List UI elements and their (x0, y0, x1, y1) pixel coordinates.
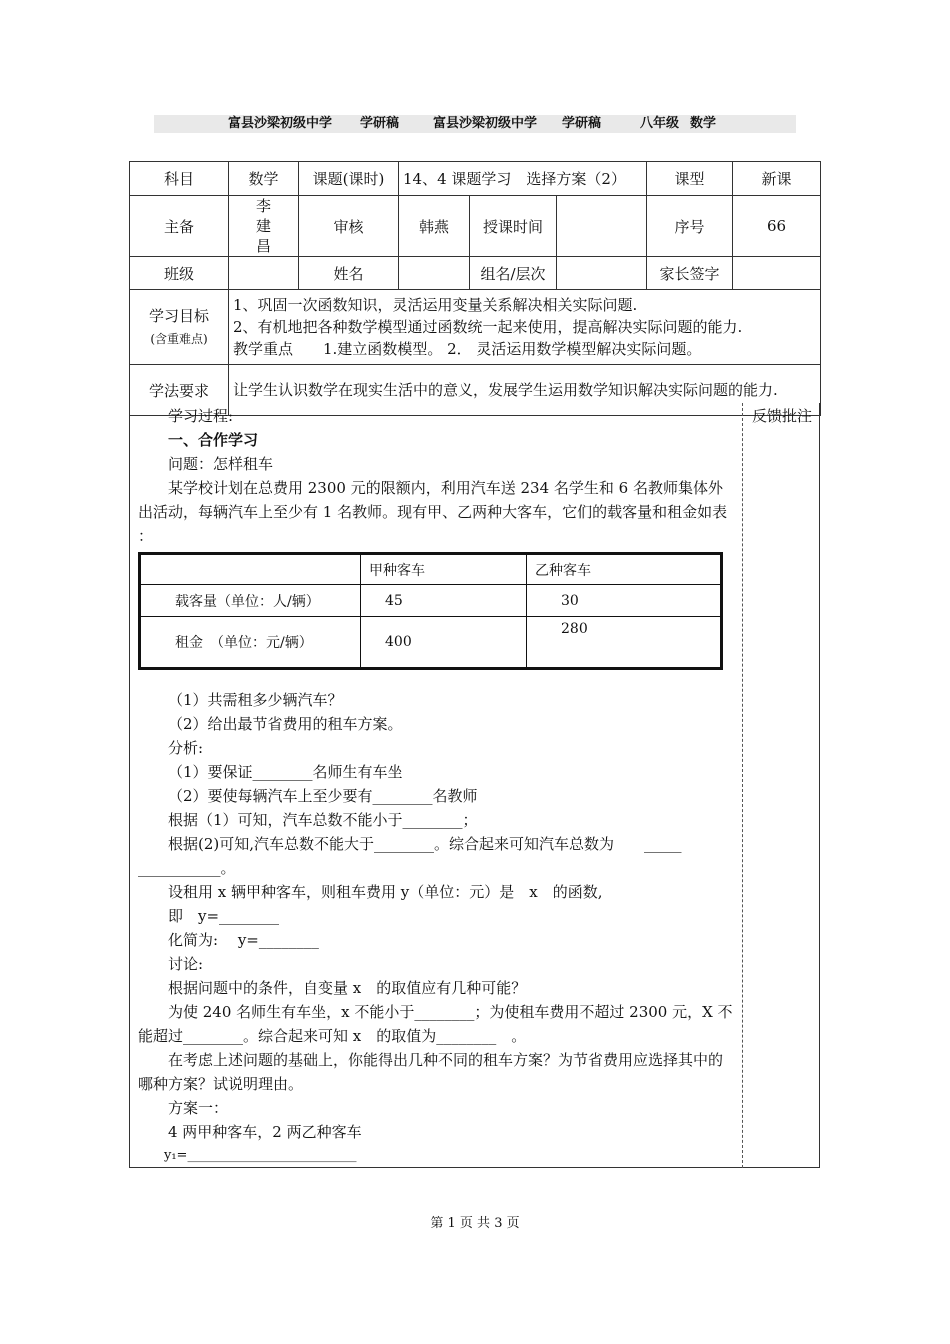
plan-1-desc: 4 两甲种客车，2 两乙种客车 (168, 1123, 362, 1141)
analysis-title: 分析: (168, 739, 204, 757)
goal-line-2: 2、有机地把各种数学模型通过函数统一起来使用，提高解决实际问题的能力. (233, 318, 743, 336)
seq-value: 66 (733, 196, 821, 257)
subject-value: 数学 (229, 162, 299, 196)
header-subject: 数学 (690, 116, 717, 131)
plan-1-title: 方案一： (168, 1099, 229, 1117)
problem-intro: 某学校计划在总费用 2300 元的限额内，利用汽车送 234 名学生和 6 名教师集体外出活动，每辆汽车上至少有 1 名教师。现有甲、乙两种大客车，它们的载客量和租金如表 ： (138, 479, 728, 545)
bus-cell: 400 (361, 617, 527, 669)
bus-table-corner (140, 554, 361, 585)
function-2: 即 y=________ (168, 907, 280, 925)
bus-row-label: 租金 （单位：元/辆） (140, 617, 361, 669)
function-3: 化简为: y=________ (168, 931, 319, 949)
feedback-divider (742, 403, 743, 1168)
discuss-3: 在考虑上述问题的基础上，你能得出几种不同的租车方案？为节省费用应选择其中的哪种方案？试说明理由。 (138, 1051, 724, 1093)
goal-label: 学习目标 (148, 306, 209, 325)
analysis-2: （2）要使每辆汽车上至少要有________名教师 (168, 787, 478, 805)
preparer-label: 主备 (130, 196, 229, 257)
plan-1-cost: y₁=__________________________ (164, 1148, 357, 1163)
subject-label: 科目 (130, 162, 229, 196)
function-1: 设租用 x 辆甲种客车，则租车费用 y（单位：元）是 x 的函数, (168, 883, 603, 901)
goal-line-1: 1、巩固一次函数知识，灵活运用变量关系解决相关实际问题. (233, 296, 638, 314)
header-school-1: 富县沙梁初级中学 (228, 116, 333, 131)
bus-row-label: 载客量（单位：人/辆） (140, 585, 361, 617)
discuss-2: 为使 240 名师生有车坐，x 不能小于________；为使租车费用不超过 2300 元，X 不能超过________。综合起来可知 x 的取值为________ 。 (138, 1003, 733, 1045)
problem-title: 问题：怎样租车 (168, 455, 274, 473)
goal-label-cell (130, 290, 229, 365)
header-draft-1: 学研稿 (360, 116, 400, 131)
header-grade: 八年级 (640, 116, 680, 131)
class-label: 班级 (130, 257, 229, 290)
parent-value (733, 257, 821, 290)
discuss-title: 讨论: (168, 955, 204, 973)
page-header (154, 115, 796, 133)
group-label: 组名/层次 (470, 257, 557, 290)
seq-label: 序号 (647, 196, 733, 257)
time-label: 授课时间 (470, 196, 557, 257)
feedback-label: 反馈批注 (752, 407, 813, 425)
method-text: 让学生认识数学在现实生活中的意义，发展学生运用数学知识解决实际问题的能力. (229, 365, 821, 416)
topic-label: 课题(课时) (299, 162, 399, 196)
goal-sublabel: (含重难点) (150, 331, 208, 346)
goal-line-3: 教学重点 1.建立函数模型。 2． 灵活运用数学模型解决实际问题。 (233, 340, 702, 358)
name-value (399, 257, 470, 290)
question-1: （1）共需租多少辆汽车？ (168, 691, 343, 709)
learning-content (138, 404, 736, 1168)
name-label: 姓名 (299, 257, 399, 290)
bus-cell: 45 (361, 585, 527, 617)
question-2: （2）给出最节省费用的租车方案。 (168, 715, 403, 733)
bus-cell: 280 (527, 617, 722, 669)
type-label: 课型 (647, 162, 733, 196)
preparer-value: 李建昌 (229, 196, 299, 257)
bus-col-a: 甲种客车 (361, 554, 527, 585)
time-value (557, 196, 647, 257)
lesson-info-table (129, 161, 821, 416)
bus-col-b: 乙种客车 (527, 554, 722, 585)
method-label: 学法要求 (130, 365, 229, 416)
parent-label: 家长签字 (647, 257, 733, 290)
reviewer-value: 韩燕 (399, 196, 470, 257)
header-school-2: 富县沙梁初级中学 (433, 116, 538, 131)
header-draft-2: 学研稿 (562, 116, 602, 131)
type-value: 新课 (733, 162, 821, 196)
process-title: 学习过程: (168, 407, 234, 425)
group-value (557, 257, 647, 290)
page-footer: 第 1 页 共 3 页 (430, 1216, 520, 1231)
analysis-3: 根据（1）可知，汽车总数不能小于________； (168, 811, 478, 829)
class-value (229, 257, 299, 290)
bus-table (138, 552, 723, 670)
analysis-4: 根据(2)可知,汽车总数不能大于________。综合起来可知汽车总数为 _____ ___________。 (138, 835, 682, 877)
reviewer-label: 审核 (299, 196, 399, 257)
analysis-1: （1）要保证________名师生有车坐 (168, 763, 403, 781)
topic-value: 14、4 课题学习 选择方案（2） (399, 162, 647, 196)
bus-cell: 30 (527, 585, 722, 617)
section-title: 一、合作学习 (168, 431, 259, 449)
goal-content (229, 290, 821, 365)
discuss-1: 根据问题中的条件，自变量 x 的取值应有几种可能？ (168, 979, 527, 997)
